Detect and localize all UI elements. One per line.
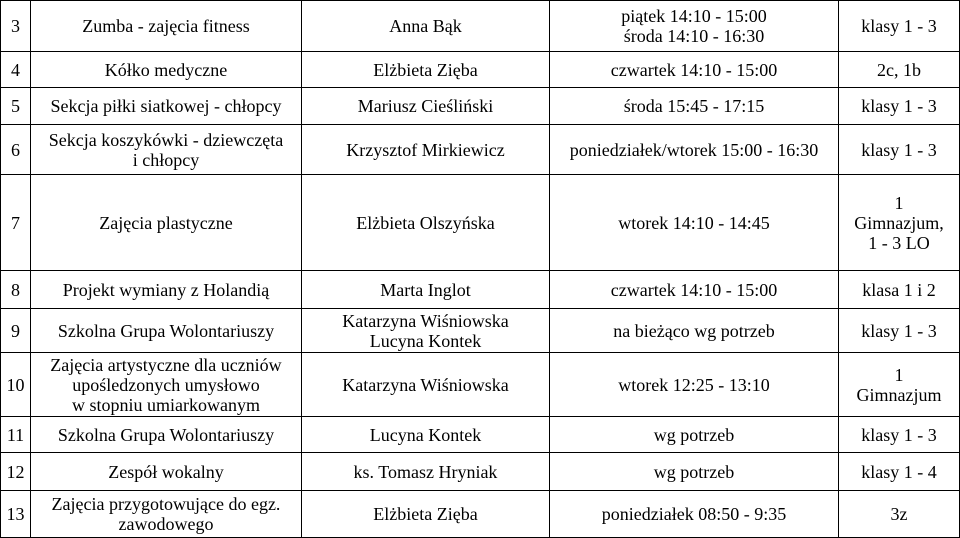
cell-line: Zumba - zajęcia fitness bbox=[82, 16, 250, 36]
cell-line: czwartek 14:10 - 15:00 bbox=[610, 279, 778, 300]
cell-time bbox=[550, 125, 839, 175]
cell-line: wtorek 12:25 - 13:10 bbox=[618, 374, 770, 395]
cell-line: klasy 1 - 3 bbox=[861, 320, 937, 341]
cell-line: Elżbieta Zięba bbox=[373, 59, 478, 80]
cell-line: Krzysztof Mirkiewicz bbox=[346, 139, 505, 160]
cell-line: poniedziałek 08:50 - 9:35 bbox=[601, 504, 787, 524]
cell-line: środa 15:45 - 17:15 bbox=[623, 96, 765, 116]
cell-line: Szkolna Grupa Wolontariuszy bbox=[57, 320, 275, 341]
cell-line: Zajęcia plastyczne bbox=[99, 212, 233, 233]
cell-group bbox=[839, 353, 960, 417]
cell-time bbox=[550, 271, 839, 309]
cell-time bbox=[550, 52, 839, 88]
cell-num: 11 bbox=[1, 417, 31, 453]
cell-line: Zajęcia przygotowujące do egz. bbox=[51, 494, 281, 514]
cell-group bbox=[839, 88, 960, 125]
cell-num: 3 bbox=[1, 1, 31, 52]
table-row bbox=[1, 125, 960, 175]
cell-teacher bbox=[302, 175, 550, 271]
cell-activity bbox=[31, 52, 302, 88]
cell-time bbox=[550, 1, 839, 52]
cell-line: Katarzyna Wiśniowska bbox=[342, 310, 509, 331]
cell-line: poniedziałek/wtorek 15:00 - 16:30 bbox=[569, 139, 819, 160]
cell-teacher bbox=[302, 125, 550, 175]
cell-line: Mariusz Cieśliński bbox=[357, 96, 494, 116]
cell-line: Katarzyna Wiśniowska bbox=[342, 374, 509, 395]
cell-line: Szkolna Grupa Wolontariuszy bbox=[57, 424, 275, 445]
schedule-table-body bbox=[1, 1, 960, 538]
cell-line: wg potrzeb bbox=[653, 424, 735, 445]
cell-line: Sekcja koszykówki - dziewczęta bbox=[48, 129, 284, 150]
cell-activity bbox=[31, 1, 302, 52]
cell-line: Projekt wymiany z Holandią bbox=[62, 279, 270, 300]
cell-line: Lucyna Kontek bbox=[369, 424, 482, 445]
cell-group bbox=[839, 271, 960, 309]
cell-teacher bbox=[302, 271, 550, 309]
cell-time bbox=[550, 175, 839, 271]
cell-line: wtorek 14:10 - 14:45 bbox=[618, 212, 770, 233]
cell-line: Zespół wokalny bbox=[108, 461, 224, 482]
cell-num: 9 bbox=[1, 309, 31, 353]
cell-line: Zajęcia artystyczne dla uczniów bbox=[50, 354, 282, 375]
cell-num: 6 bbox=[1, 125, 31, 175]
cell-activity bbox=[31, 491, 302, 538]
cell-line: wg potrzeb bbox=[653, 461, 735, 482]
cell-activity bbox=[31, 175, 302, 271]
cell-num: 7 bbox=[1, 175, 31, 271]
table-row bbox=[1, 88, 960, 125]
cell-line: 2c, 1b bbox=[877, 59, 921, 80]
cell-line: 3z bbox=[890, 504, 908, 524]
cell-teacher bbox=[302, 353, 550, 417]
cell-time bbox=[550, 353, 839, 417]
cell-group bbox=[839, 175, 960, 271]
cell-group bbox=[839, 125, 960, 175]
cell-line: upośledzonych umysłowo bbox=[72, 374, 260, 395]
table-row bbox=[1, 417, 960, 453]
cell-teacher bbox=[302, 52, 550, 88]
cell-line: Elżbieta Zięba bbox=[373, 504, 478, 524]
cell-group bbox=[839, 309, 960, 353]
table-row bbox=[1, 52, 960, 88]
cell-activity bbox=[31, 417, 302, 453]
table-row bbox=[1, 309, 960, 353]
cell-num: 12 bbox=[1, 453, 31, 491]
cell-line: w stopniu umiarkowanym bbox=[72, 394, 260, 415]
cell-teacher bbox=[302, 309, 550, 353]
cell-line: klasy 1 - 3 bbox=[861, 139, 937, 160]
cell-line: zawodowego bbox=[118, 514, 214, 534]
cell-line: na bieżąco wg potrzeb bbox=[613, 320, 775, 341]
cell-teacher bbox=[302, 417, 550, 453]
cell-num: 5 bbox=[1, 88, 31, 125]
cell-line: 1 bbox=[894, 364, 904, 385]
table-row bbox=[1, 453, 960, 491]
cell-line: Anna Bąk bbox=[389, 16, 462, 36]
cell-line: klasy 1 - 3 bbox=[861, 96, 937, 116]
cell-line: piątek 14:10 - 15:00 bbox=[621, 6, 767, 26]
table-row bbox=[1, 1, 960, 52]
cell-line: czwartek 14:10 - 15:00 bbox=[610, 59, 778, 80]
cell-teacher bbox=[302, 88, 550, 125]
table-row bbox=[1, 271, 960, 309]
cell-teacher bbox=[302, 453, 550, 491]
cell-num: 10 bbox=[1, 353, 31, 417]
cell-activity bbox=[31, 309, 302, 353]
cell-line: klasy 1 - 3 bbox=[861, 16, 937, 36]
cell-group bbox=[839, 1, 960, 52]
cell-line: klasa 1 i 2 bbox=[862, 279, 936, 300]
table-row bbox=[1, 491, 960, 538]
cell-line: i chłopcy bbox=[132, 149, 200, 170]
cell-time bbox=[550, 453, 839, 491]
cell-line: 1 - 3 LO bbox=[868, 232, 930, 253]
cell-group bbox=[839, 52, 960, 88]
cell-line: Kółko medyczne bbox=[104, 59, 228, 80]
cell-teacher bbox=[302, 491, 550, 538]
cell-line: Elżbieta Olszyńska bbox=[356, 212, 495, 233]
cell-line: 1 bbox=[894, 192, 904, 213]
cell-teacher bbox=[302, 1, 550, 52]
cell-activity bbox=[31, 125, 302, 175]
cell-activity bbox=[31, 453, 302, 491]
cell-line: Sekcja piłki siatkowej - chłopcy bbox=[50, 96, 282, 116]
cell-line: środa 14:10 - 16:30 bbox=[623, 26, 765, 46]
table-row bbox=[1, 353, 960, 417]
cell-line: Gimnazjum bbox=[856, 384, 942, 405]
cell-line: Lucyna Kontek bbox=[369, 330, 482, 351]
cell-line: Marta Inglot bbox=[380, 279, 471, 300]
cell-time bbox=[550, 417, 839, 453]
cell-activity bbox=[31, 271, 302, 309]
table-row bbox=[1, 175, 960, 271]
cell-activity bbox=[31, 88, 302, 125]
cell-time bbox=[550, 88, 839, 125]
cell-time bbox=[550, 491, 839, 538]
cell-num: 4 bbox=[1, 52, 31, 88]
cell-num: 8 bbox=[1, 271, 31, 309]
cell-activity bbox=[31, 353, 302, 417]
cell-line: ks. Tomasz Hryniak bbox=[353, 461, 498, 482]
cell-time bbox=[550, 309, 839, 353]
cell-line: klasy 1 - 3 bbox=[861, 424, 937, 445]
cell-line: klasy 1 - 4 bbox=[861, 461, 937, 482]
cell-group bbox=[839, 453, 960, 491]
cell-num: 13 bbox=[1, 491, 31, 538]
cell-line: Gimnazjum, bbox=[854, 212, 944, 233]
cell-group bbox=[839, 417, 960, 453]
cell-group bbox=[839, 491, 960, 538]
